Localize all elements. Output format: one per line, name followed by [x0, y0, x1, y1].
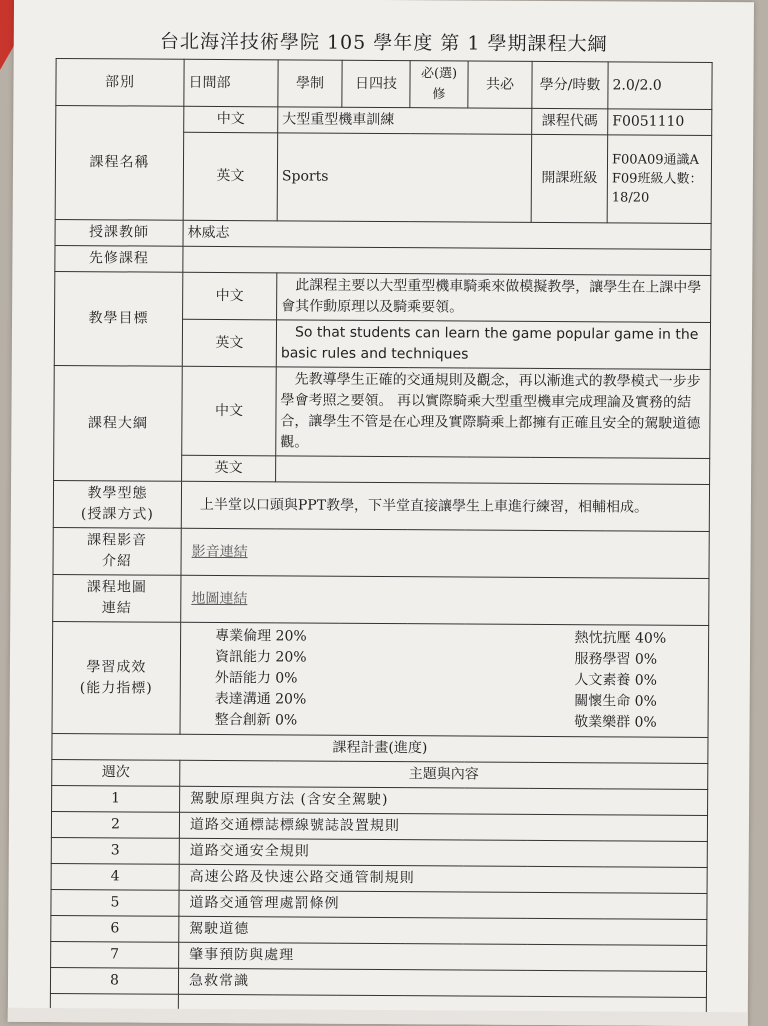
schedule-title-row [52, 733, 708, 763]
teaching-mode-value: 上半堂以口頭與PPT教學，下半堂直接讓學生上車進行練習，相輔相成。 [181, 481, 709, 531]
achievement-item: 表達溝通 20% [214, 690, 307, 708]
achievement-item: 人文素養 0% [574, 672, 658, 689]
course-name-en-label: 英文 [183, 132, 278, 221]
media-label-line1: 課程影音 [87, 532, 148, 549]
achievement-item: 熱忱抗壓 40% [574, 630, 667, 647]
achievement-item: 服務學習 0% [574, 651, 658, 668]
course-code-label: 課程代碼 [532, 108, 608, 134]
class-label: 開課班級 [531, 134, 608, 222]
teaching-mode-label-line2: (授課方式) [80, 506, 154, 523]
achievement-item: 資訊能力 20% [214, 648, 307, 666]
week-topic: 急救常識 [178, 968, 706, 997]
media-label-line2: 介紹 [102, 553, 133, 570]
outline-en-label: 英文 [182, 455, 276, 482]
week-number: 6 [51, 915, 179, 942]
prereq-label: 先修課程 [55, 245, 183, 272]
course-code-value: F0051110 [608, 109, 712, 136]
achievement-item: 外語能力 0% [214, 669, 298, 687]
course-name-zh-value: 大型重型機車訓練 [278, 107, 532, 135]
credit-value: 2.0/2.0 [608, 62, 712, 110]
media-row [53, 527, 709, 578]
schedule-row [51, 941, 707, 971]
map-link[interactable]: 地圖連結 [191, 590, 248, 607]
week-number: 7 [51, 941, 179, 968]
dept-value: 日間部 [184, 59, 278, 107]
course-name-zh-row [56, 105, 712, 135]
header-row [56, 58, 712, 109]
schedule-title: 課程計畫(進度) [52, 733, 708, 763]
objectives-en-label: 英文 [182, 319, 276, 367]
week-topic: 駕駛原理與方法 (含安全駕駛) [180, 786, 708, 815]
teacher-label: 授課教師 [55, 219, 183, 246]
system-value: 日四技 [342, 60, 410, 107]
teacher-row [55, 219, 711, 249]
required-label: 必(選)修 [410, 61, 468, 108]
syllabus-page [8, 0, 754, 1026]
map-cell [181, 575, 709, 625]
schedule-row [51, 915, 707, 945]
week-number: 4 [51, 863, 179, 890]
schedule-header-row [52, 759, 708, 789]
week-topic: 肇事預防與處理 [179, 942, 707, 971]
topic-header: 主題與內容 [180, 760, 708, 789]
teaching-mode-row [53, 480, 709, 531]
objectives-zh-row [55, 271, 711, 322]
outline-en-value [276, 456, 710, 485]
objectives-zh-value: 此課程主要以大型重型機車騎乘來做模擬教學，讓學生在上課中學會其作動原理以及騎乘要領。 [277, 273, 711, 323]
map-row [53, 574, 709, 625]
achievement-row [52, 621, 709, 737]
week-header: 週次 [52, 759, 180, 786]
achievement-label [52, 621, 181, 734]
teacher-value: 林威志 [183, 220, 711, 249]
prereq-value [183, 246, 711, 275]
media-link[interactable]: 影音連結 [191, 543, 248, 560]
week-number: 1 [52, 785, 180, 812]
week-number: 8 [50, 967, 178, 994]
week-topic: 道路交通管理處罰條例 [179, 890, 707, 919]
course-name-label: 課程名稱 [55, 105, 184, 220]
week-topic: 高速公路及快速公路交通管制規則 [179, 864, 707, 893]
required-value: 共必 [468, 61, 532, 108]
schedule-row [51, 863, 707, 893]
dept-label: 部別 [56, 58, 184, 106]
achievement-item: 關懷生命 0% [574, 693, 657, 710]
outline-zh-label: 中文 [182, 366, 277, 456]
achievement-item: 敬業樂群 0% [574, 714, 657, 731]
map-label-line1: 課程地圖 [86, 579, 147, 596]
map-label-line2: 連結 [101, 600, 132, 617]
teaching-mode-label-line1: 教學型態 [87, 485, 148, 502]
achievement-item: 專業倫理 20% [215, 627, 307, 645]
document-title: 台北海洋技術學院 105 學年度 第 1 學期課程大綱 [159, 30, 608, 56]
course-name-en-value: Sports [277, 133, 532, 223]
schedule-row [51, 889, 707, 919]
achievement-cell [180, 622, 709, 737]
objectives-en-value: So that students can learn the game popular game in the basic rules and techniques [276, 320, 710, 370]
teaching-mode-label [53, 480, 181, 528]
schedule-row [51, 811, 707, 841]
outline-label: 課程大綱 [54, 365, 183, 481]
objectives-label: 教學目標 [54, 271, 183, 366]
media-label [53, 527, 181, 575]
week-topic: 道路交通標誌標線號誌設置規則 [179, 812, 707, 841]
class-value: F00A09通識AF09班級人數：18/20 [607, 135, 712, 224]
outline-zh-value: 先教導學生正確的交通規則及觀念，再以漸進式的教學模式一步步學會考照之要領。 再以實際騎乘大型重型機車完成理論及實務的結合，讓學生不管是在心理及實際騎乘上都擁有正確且安全的駕駛道德觀。 [276, 367, 711, 459]
objectives-zh-label: 中文 [183, 272, 277, 320]
achievement-grid [185, 626, 705, 734]
week-topic: 道路交通安全規則 [179, 838, 707, 867]
achievement-label-line1: 學習成效 [86, 658, 147, 676]
schedule-row [51, 837, 707, 867]
week-number: 3 [51, 837, 179, 864]
achievement-label-line2: (能力指標) [79, 679, 153, 697]
outline-zh-row [54, 365, 711, 458]
week-number: 2 [51, 811, 179, 838]
achievement-item: 整合創新 0% [214, 711, 298, 729]
map-label [53, 574, 181, 622]
schedule-row [52, 785, 708, 815]
media-cell [181, 528, 709, 578]
schedule-row [50, 967, 706, 997]
prereq-row [55, 245, 711, 275]
week-number: 5 [51, 889, 179, 916]
system-label: 學制 [278, 60, 342, 107]
course-name-zh-label: 中文 [184, 106, 278, 133]
credit-label: 學分/時數 [532, 61, 608, 108]
syllabus-table [50, 58, 713, 1022]
week-topic: 駕駛道德 [179, 916, 707, 945]
